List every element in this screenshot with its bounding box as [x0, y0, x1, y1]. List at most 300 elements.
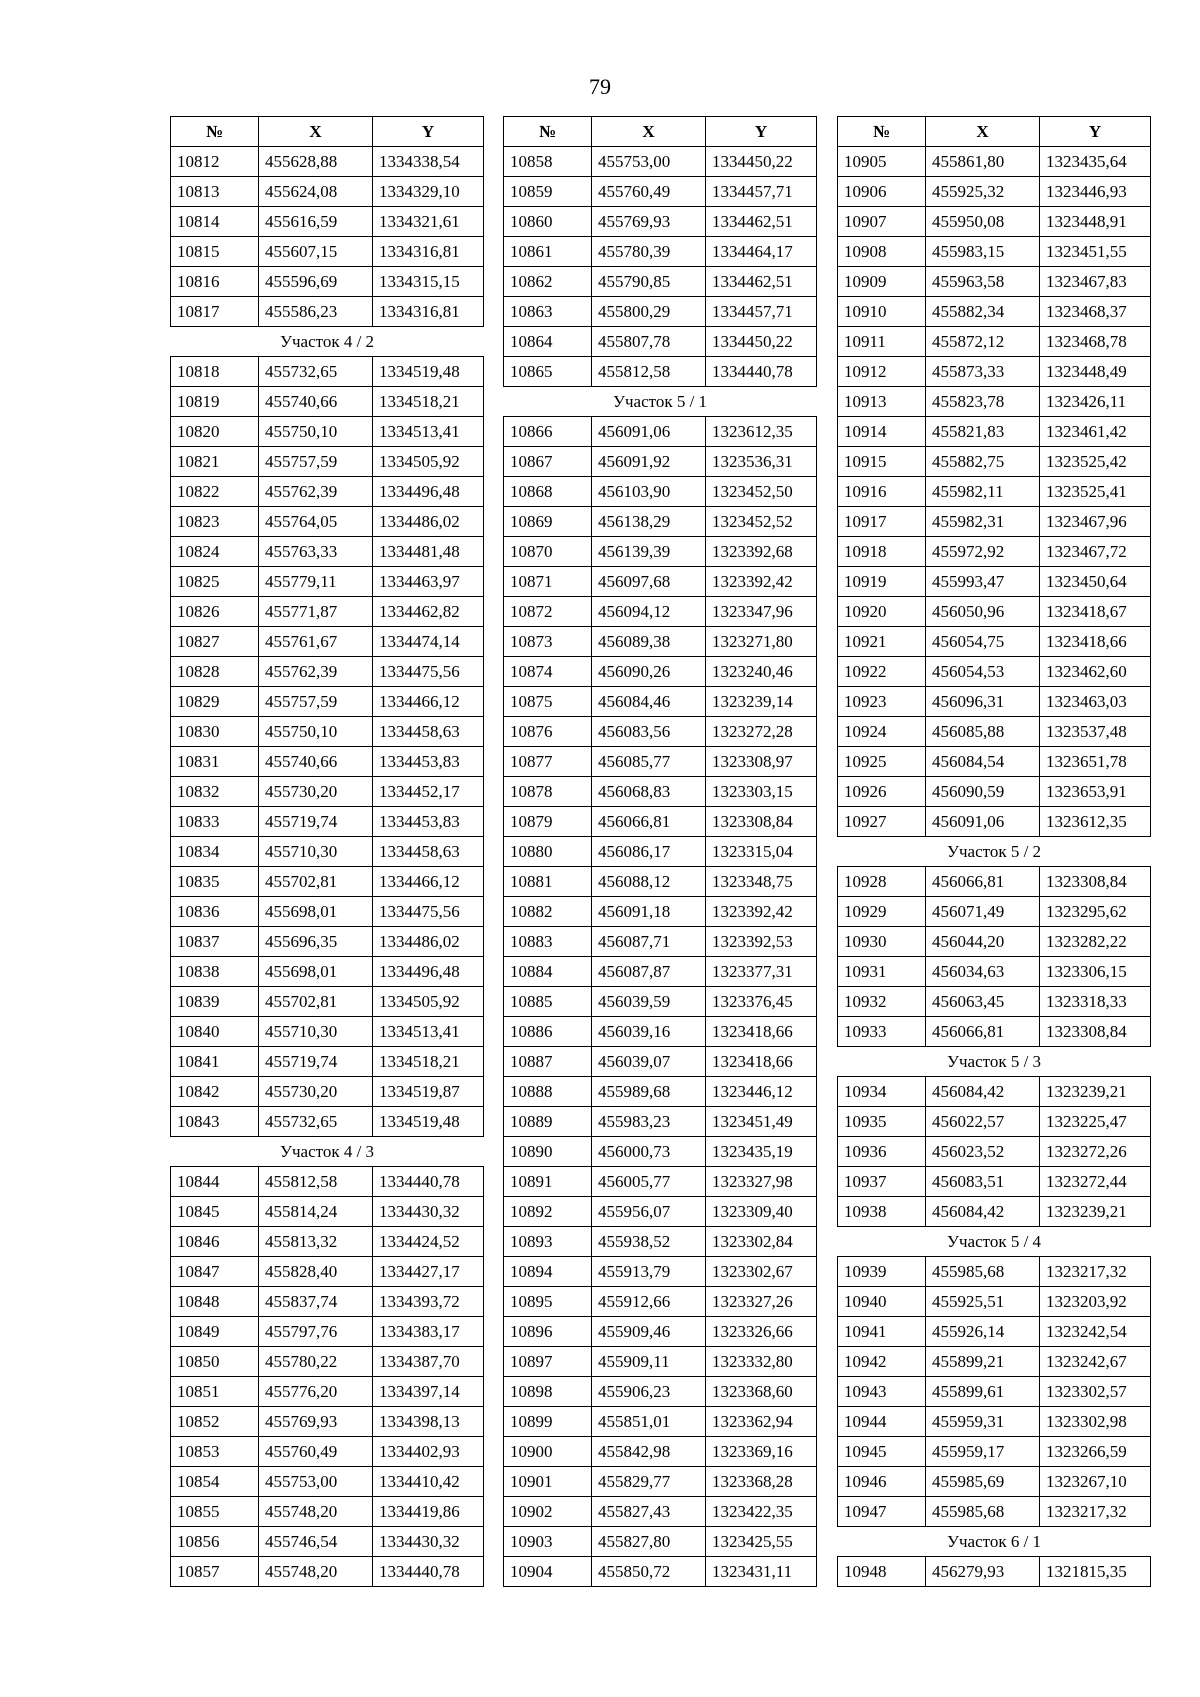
cell-number: 10813: [171, 177, 259, 207]
cell-x: 456091,92: [592, 447, 706, 477]
table-row: [504, 1407, 817, 1437]
cell-x: 455719,74: [259, 807, 373, 837]
cell-number: 10871: [504, 567, 592, 597]
cell-y: 1334387,70: [373, 1347, 484, 1377]
cell-number: 10846: [171, 1227, 259, 1257]
cell-x: 455710,30: [259, 837, 373, 867]
cell-x: 455850,72: [592, 1557, 706, 1587]
section-row: [171, 327, 484, 357]
cell-x: 455753,00: [592, 147, 706, 177]
cell-x: 456086,17: [592, 837, 706, 867]
cell-x: 456066,81: [926, 867, 1040, 897]
cell-number: 10843: [171, 1107, 259, 1137]
cell-x: 455698,01: [259, 957, 373, 987]
table-row: [504, 1077, 817, 1107]
cell-y: 1334518,21: [373, 1047, 484, 1077]
cell-y: 1334430,32: [373, 1197, 484, 1227]
cell-number: 10828: [171, 657, 259, 687]
cell-x: 456054,53: [926, 657, 1040, 687]
table-row: [504, 657, 817, 687]
cell-number: 10919: [838, 567, 926, 597]
cell-number: 10885: [504, 987, 592, 1017]
table-row: [171, 1287, 484, 1317]
cell-y: 1323376,45: [706, 987, 817, 1017]
table-row: [171, 1497, 484, 1527]
table-row: [504, 1017, 817, 1047]
section-row: [171, 1137, 484, 1167]
cell-number: 10827: [171, 627, 259, 657]
table-row: [838, 1167, 1151, 1197]
cell-x: 455760,49: [592, 177, 706, 207]
cell-x: 456094,12: [592, 597, 706, 627]
cell-x: 455909,11: [592, 1347, 706, 1377]
cell-y: 1323327,98: [706, 1167, 817, 1197]
cell-number: 10822: [171, 477, 259, 507]
cell-number: 10868: [504, 477, 592, 507]
cell-x: 456091,06: [926, 807, 1040, 837]
table-row: [838, 477, 1151, 507]
cell-x: 455746,54: [259, 1527, 373, 1557]
cell-number: 10851: [171, 1377, 259, 1407]
cell-x: 456023,52: [926, 1137, 1040, 1167]
table-body: [171, 147, 484, 1587]
cell-y: 1323452,50: [706, 477, 817, 507]
cell-x: 456090,59: [926, 777, 1040, 807]
cell-x: 455925,32: [926, 177, 1040, 207]
cell-y: 1323347,96: [706, 597, 817, 627]
table-row: [838, 1467, 1151, 1497]
column-header-number: №: [838, 117, 926, 147]
table-row: [838, 1407, 1151, 1437]
cell-y: 1323302,57: [1040, 1377, 1151, 1407]
table-row: [504, 777, 817, 807]
cell-x: 455812,58: [259, 1167, 373, 1197]
cell-number: 10947: [838, 1497, 926, 1527]
cell-y: 1323537,48: [1040, 717, 1151, 747]
table-row: [838, 867, 1151, 897]
cell-x: 455993,47: [926, 567, 1040, 597]
table-row: [838, 207, 1151, 237]
cell-y: 1334315,15: [373, 267, 484, 297]
cell-y: 1334398,13: [373, 1407, 484, 1437]
table-row: [838, 1497, 1151, 1527]
cell-number: 10862: [504, 267, 592, 297]
cell-x: 456085,77: [592, 747, 706, 777]
table-row: [171, 267, 484, 297]
table-body: [838, 147, 1151, 1587]
cell-x: 455624,08: [259, 177, 373, 207]
cell-x: 455732,65: [259, 357, 373, 387]
cell-number: 10837: [171, 927, 259, 957]
table-row: [838, 1257, 1151, 1287]
cell-x: 456083,51: [926, 1167, 1040, 1197]
cell-x: 455963,58: [926, 267, 1040, 297]
cell-y: 1334458,63: [373, 717, 484, 747]
cell-y: 1334496,48: [373, 477, 484, 507]
section-label: Участок 4 / 2: [171, 327, 484, 357]
cell-number: 10814: [171, 207, 259, 237]
cell-number: 10833: [171, 807, 259, 837]
table-row: [171, 597, 484, 627]
cell-y: 1323272,28: [706, 717, 817, 747]
cell-x: 455748,20: [259, 1557, 373, 1587]
table-row: [171, 1167, 484, 1197]
cell-x: 455827,80: [592, 1527, 706, 1557]
cell-number: 10917: [838, 507, 926, 537]
table-row: [838, 447, 1151, 477]
cell-y: 1323225,47: [1040, 1107, 1151, 1137]
cell-y: 1323326,66: [706, 1317, 817, 1347]
cell-x: 455586,23: [259, 297, 373, 327]
cell-y: 1323240,46: [706, 657, 817, 687]
cell-x: 455757,59: [259, 447, 373, 477]
cell-x: 456044,20: [926, 927, 1040, 957]
cell-number: 10861: [504, 237, 592, 267]
cell-number: 10907: [838, 207, 926, 237]
cell-x: 456050,96: [926, 597, 1040, 627]
table-row: [838, 297, 1151, 327]
table-row: [504, 747, 817, 777]
cell-number: 10928: [838, 867, 926, 897]
cell-number: 10931: [838, 957, 926, 987]
cell-y: 1334462,51: [706, 267, 817, 297]
cell-x: 456034,63: [926, 957, 1040, 987]
cell-number: 10897: [504, 1347, 592, 1377]
cell-number: 10853: [171, 1437, 259, 1467]
cell-number: 10859: [504, 177, 592, 207]
cell-y: 1323463,03: [1040, 687, 1151, 717]
cell-y: 1334452,17: [373, 777, 484, 807]
cell-y: 1334518,21: [373, 387, 484, 417]
table-row: [504, 927, 817, 957]
table-row: [504, 1197, 817, 1227]
cell-y: 1323418,66: [1040, 627, 1151, 657]
cell-y: 1323282,22: [1040, 927, 1151, 957]
cell-x: 456066,81: [592, 807, 706, 837]
cell-number: 10812: [171, 147, 259, 177]
table-header-row: [504, 117, 817, 147]
cell-number: 10946: [838, 1467, 926, 1497]
cell-number: 10883: [504, 927, 592, 957]
cell-y: 1334440,78: [373, 1557, 484, 1587]
cell-y: 1334458,63: [373, 837, 484, 867]
column-header-x: X: [592, 117, 706, 147]
cell-x: 455912,66: [592, 1287, 706, 1317]
cell-y: 1323525,41: [1040, 477, 1151, 507]
cell-number: 10867: [504, 447, 592, 477]
cell-y: 1323435,64: [1040, 147, 1151, 177]
cell-x: 455740,66: [259, 747, 373, 777]
cell-y: 1323392,42: [706, 897, 817, 927]
cell-x: 456039,07: [592, 1047, 706, 1077]
cell-number: 10914: [838, 417, 926, 447]
cell-y: 1323302,84: [706, 1227, 817, 1257]
cell-number: 10855: [171, 1497, 259, 1527]
cell-x: 455983,15: [926, 237, 1040, 267]
table-row: [838, 687, 1151, 717]
cell-y: 1323418,67: [1040, 597, 1151, 627]
cell-y: 1334481,48: [373, 537, 484, 567]
cell-number: 10893: [504, 1227, 592, 1257]
table-row: [504, 1107, 817, 1137]
cell-number: 10941: [838, 1317, 926, 1347]
cell-number: 10840: [171, 1017, 259, 1047]
table-row: [171, 837, 484, 867]
table-row: [171, 537, 484, 567]
cell-number: 10878: [504, 777, 592, 807]
cell-number: 10832: [171, 777, 259, 807]
table-row: [504, 897, 817, 927]
cell-x: 455779,11: [259, 567, 373, 597]
table-row: [504, 507, 817, 537]
table-row: [171, 1527, 484, 1557]
cell-y: 1323418,66: [706, 1047, 817, 1077]
table-row: [171, 927, 484, 957]
cell-x: 455763,33: [259, 537, 373, 567]
cell-number: 10898: [504, 1377, 592, 1407]
table-row: [171, 1347, 484, 1377]
cell-x: 455776,20: [259, 1377, 373, 1407]
table-row: [171, 867, 484, 897]
table-row: [838, 1317, 1151, 1347]
cell-y: 1323217,32: [1040, 1257, 1151, 1287]
cell-y: 1323612,35: [1040, 807, 1151, 837]
cell-x: 455861,80: [926, 147, 1040, 177]
cell-y: 1334450,22: [706, 147, 817, 177]
section-row: [838, 837, 1151, 867]
cell-x: 455740,66: [259, 387, 373, 417]
cell-number: 10944: [838, 1407, 926, 1437]
table-row: [504, 537, 817, 567]
table-row: [171, 1407, 484, 1437]
table-row: [838, 537, 1151, 567]
table-row: [171, 777, 484, 807]
cell-y: 1334427,17: [373, 1257, 484, 1287]
section-label: Участок 5 / 3: [838, 1047, 1151, 1077]
cell-x: 455730,20: [259, 777, 373, 807]
column-header-y: Y: [373, 117, 484, 147]
cell-number: 10841: [171, 1047, 259, 1077]
cell-x: 456139,39: [592, 537, 706, 567]
cell-number: 10839: [171, 987, 259, 1017]
cell-number: 10901: [504, 1467, 592, 1497]
cell-x: 456089,38: [592, 627, 706, 657]
cell-x: 455760,49: [259, 1437, 373, 1467]
cell-x: 455985,68: [926, 1497, 1040, 1527]
cell-number: 10940: [838, 1287, 926, 1317]
cell-x: 455780,22: [259, 1347, 373, 1377]
table-row: [171, 507, 484, 537]
cell-x: 455873,33: [926, 357, 1040, 387]
cell-x: 455812,58: [592, 357, 706, 387]
cell-x: 455913,79: [592, 1257, 706, 1287]
table-header-row: [171, 117, 484, 147]
cell-y: 1323318,33: [1040, 987, 1151, 1017]
cell-number: 10910: [838, 297, 926, 327]
cell-y: 1334430,32: [373, 1527, 484, 1557]
cell-y: 1334440,78: [706, 357, 817, 387]
table-row: [838, 177, 1151, 207]
table-row: [838, 717, 1151, 747]
table-row: [171, 687, 484, 717]
cell-y: 1323308,84: [1040, 867, 1151, 897]
table-row: [838, 807, 1151, 837]
cell-number: 10895: [504, 1287, 592, 1317]
table-row: [171, 1227, 484, 1257]
cell-y: 1323302,98: [1040, 1407, 1151, 1437]
cell-x: 456279,93: [926, 1557, 1040, 1587]
table-row: [838, 1077, 1151, 1107]
cell-x: 456096,31: [926, 687, 1040, 717]
cell-x: 456088,12: [592, 867, 706, 897]
table-row: [838, 327, 1151, 357]
cell-y: 1323435,19: [706, 1137, 817, 1167]
table-row: [171, 897, 484, 927]
cell-y: 1334457,71: [706, 177, 817, 207]
cell-x: 455985,68: [926, 1257, 1040, 1287]
table-row: [171, 477, 484, 507]
table-row: [504, 1467, 817, 1497]
cell-number: 10880: [504, 837, 592, 867]
table-row: [838, 627, 1151, 657]
table-row: [838, 1107, 1151, 1137]
cell-x: 455851,01: [592, 1407, 706, 1437]
cell-number: 10930: [838, 927, 926, 957]
cell-x: 455813,32: [259, 1227, 373, 1257]
table-row: [838, 1557, 1151, 1587]
cell-number: 10884: [504, 957, 592, 987]
cell-number: 10858: [504, 147, 592, 177]
cell-y: 1334419,86: [373, 1497, 484, 1527]
section-row: [504, 387, 817, 417]
cell-number: 10852: [171, 1407, 259, 1437]
cell-y: 1323308,97: [706, 747, 817, 777]
column-header-x: X: [259, 117, 373, 147]
cell-y: 1323377,31: [706, 957, 817, 987]
table-row: [171, 1197, 484, 1227]
cell-x: 456071,49: [926, 897, 1040, 927]
cell-y: 1323266,59: [1040, 1437, 1151, 1467]
cell-number: 10845: [171, 1197, 259, 1227]
cell-y: 1334450,22: [706, 327, 817, 357]
table-row: [838, 267, 1151, 297]
cell-number: 10886: [504, 1017, 592, 1047]
cell-y: 1334316,81: [373, 237, 484, 267]
cell-y: 1334519,48: [373, 1107, 484, 1137]
cell-y: 1334321,61: [373, 207, 484, 237]
cell-y: 1334496,48: [373, 957, 484, 987]
cell-number: 10836: [171, 897, 259, 927]
cell-number: 10891: [504, 1167, 592, 1197]
table-row: [171, 1467, 484, 1497]
cell-x: 455753,00: [259, 1467, 373, 1497]
table-row: [504, 447, 817, 477]
table-row: [838, 927, 1151, 957]
cell-number: 10877: [504, 747, 592, 777]
cell-number: 10925: [838, 747, 926, 777]
cell-number: 10927: [838, 807, 926, 837]
cell-y: 1334475,56: [373, 897, 484, 927]
cell-number: 10850: [171, 1347, 259, 1377]
cell-y: 1323368,60: [706, 1377, 817, 1407]
cell-y: 1323332,80: [706, 1347, 817, 1377]
section-label: Участок 5 / 1: [504, 387, 817, 417]
cell-y: 1323308,84: [706, 807, 817, 837]
cell-number: 10865: [504, 357, 592, 387]
cell-y: 1323368,28: [706, 1467, 817, 1497]
column-header-x: X: [926, 117, 1040, 147]
cell-x: 455983,23: [592, 1107, 706, 1137]
table-row: [838, 897, 1151, 927]
cell-number: 10848: [171, 1287, 259, 1317]
cell-number: 10888: [504, 1077, 592, 1107]
cell-number: 10887: [504, 1047, 592, 1077]
cell-x: 455982,11: [926, 477, 1040, 507]
table-row: [504, 477, 817, 507]
table-row: [171, 627, 484, 657]
cell-number: 10912: [838, 357, 926, 387]
cell-y: 1334462,82: [373, 597, 484, 627]
cell-number: 10829: [171, 687, 259, 717]
table-row: [838, 987, 1151, 1017]
section-label: Участок 6 / 1: [838, 1527, 1151, 1557]
cell-x: 456084,42: [926, 1077, 1040, 1107]
table-row: [504, 867, 817, 897]
cell-y: 1323303,15: [706, 777, 817, 807]
cell-number: 10882: [504, 897, 592, 927]
cell-x: 455757,59: [259, 687, 373, 717]
table-row: [838, 597, 1151, 627]
cell-x: 455596,69: [259, 267, 373, 297]
cell-x: 455956,07: [592, 1197, 706, 1227]
cell-y: 1323267,10: [1040, 1467, 1151, 1497]
table-row: [838, 957, 1151, 987]
cell-number: 10863: [504, 297, 592, 327]
cell-number: 10823: [171, 507, 259, 537]
cell-x: 455926,14: [926, 1317, 1040, 1347]
cell-y: 1323315,04: [706, 837, 817, 867]
cell-number: 10902: [504, 1497, 592, 1527]
table-row: [504, 177, 817, 207]
table-row: [504, 1287, 817, 1317]
table-row: [504, 627, 817, 657]
cell-number: 10815: [171, 237, 259, 267]
cell-number: 10872: [504, 597, 592, 627]
table-row: [838, 147, 1151, 177]
table-row: [171, 1317, 484, 1347]
cell-y: 1323446,93: [1040, 177, 1151, 207]
table-row: [504, 1257, 817, 1287]
cell-x: 456054,75: [926, 627, 1040, 657]
cell-number: 10831: [171, 747, 259, 777]
cell-x: 455761,67: [259, 627, 373, 657]
table-row: [838, 1347, 1151, 1377]
table-row: [171, 447, 484, 477]
cell-x: 455748,20: [259, 1497, 373, 1527]
table-row: [504, 957, 817, 987]
cell-number: 10820: [171, 417, 259, 447]
section-label: Участок 4 / 3: [171, 1137, 484, 1167]
cell-x: 456091,18: [592, 897, 706, 927]
page-number: 79: [589, 74, 611, 99]
cell-y: 1323239,14: [706, 687, 817, 717]
cell-x: 455950,08: [926, 207, 1040, 237]
cell-x: 455882,75: [926, 447, 1040, 477]
cell-number: 10892: [504, 1197, 592, 1227]
cell-number: 10860: [504, 207, 592, 237]
cell-x: 455719,74: [259, 1047, 373, 1077]
cell-y: 1334474,14: [373, 627, 484, 657]
